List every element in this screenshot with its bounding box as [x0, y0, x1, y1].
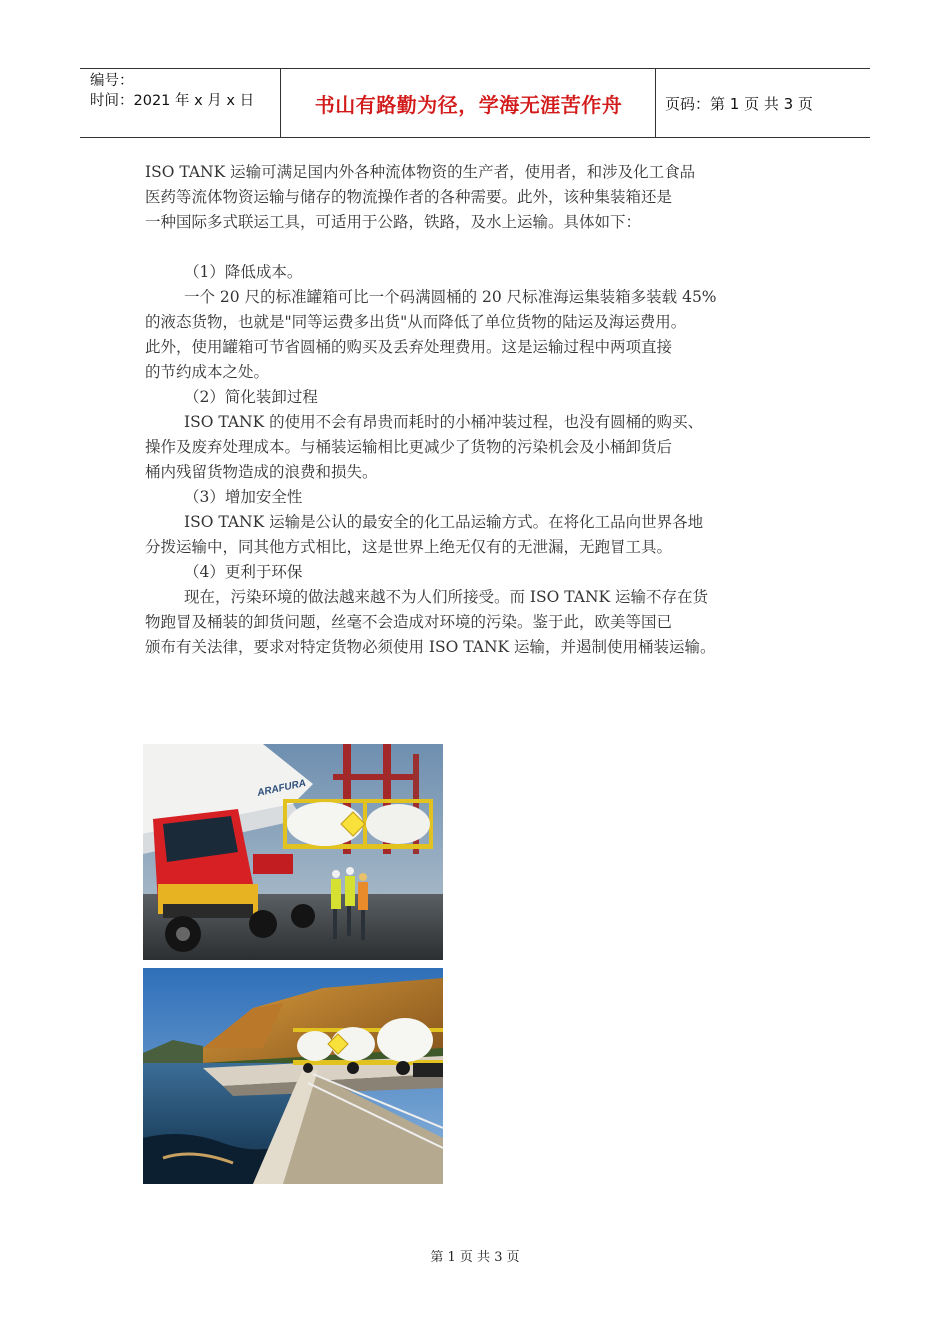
paragraph-line: ISO TANK 运输是公认的最安全的化工品运输方式。在将化工品向世界各地 [184, 513, 704, 531]
intro-line: ISO TANK 运输可满足国内外各种流体物资的生产者，使用者，和涉及化工食品 [145, 163, 696, 181]
paragraph-line: 分拨运输中，同其他方式相比，这是世界上绝无仅有的无泄漏，无跑冒工具。 [145, 538, 673, 556]
paragraph-line: 此外，使用罐箱可节省圆桶的购买及丢弃处理费用。这是运输过程中两项直接 [145, 338, 673, 356]
coastal-bridge-truck-photo [143, 968, 443, 1184]
paragraph-line: ISO TANK 的使用不会有昂贵而耗时的小桶冲装过程，也没有圆桶的购买、 [184, 413, 704, 431]
document-date-label: 时间：2021 年 x 月 x 日 [90, 93, 255, 109]
paragraph-line: 现在，污染环境的做法越来越不为人们所接受。而 ISO TANK 运输不存在货 [184, 588, 709, 606]
port-truck-photo [143, 744, 443, 960]
header-divider-left [280, 69, 281, 137]
paragraph-line: 桶内残留货物造成的浪费和损失。 [145, 463, 378, 481]
ship-name-text: ARAFURA [256, 777, 307, 799]
header-page-info: 页码：第 1 页 共 3 页 [665, 94, 813, 113]
paragraph-line: 操作及废弃处理成本。与桶装运输相比更减少了货物的污染机会及小桶卸货后 [145, 438, 673, 456]
page-footer: 第 1 页 共 3 页 [430, 1250, 520, 1265]
paragraph-line: 的节约成本之处。 [145, 363, 270, 381]
paragraph-line: 物跑冒及桶装的卸货问题，丝毫不会造成对环境的污染。鉴于此，欧美等国已 [145, 613, 673, 631]
paragraph-line: 颁布有关法律，要求对特定货物必须使用 ISO TANK 运输，并遏制使用桶装运输。 [145, 638, 716, 656]
section-heading: （4）更利于环保 [184, 563, 303, 581]
header-meta [90, 71, 280, 111]
paragraph-line: 的液态货物，也就是"同等运费多出货"从而降低了单位货物的陆运及海运费用。 [145, 313, 687, 331]
paragraph-line: 一个 20 尺的标准罐箱可比一个码满圆桶的 20 尺标准海运集装箱多装载 45% [184, 288, 717, 306]
section-heading: （3）增加安全性 [184, 488, 303, 506]
section-heading: （2）简化装卸过程 [184, 388, 318, 406]
intro-line: 一种国际多式联运工具，可适用于公路，铁路，及水上运输。具体如下： [145, 213, 642, 231]
page-header [80, 68, 870, 138]
document-body [145, 160, 825, 660]
document-number-label: 编号： [90, 73, 134, 89]
header-motto: 书山有路勤为径，学海无涯苦作舟 [314, 92, 623, 117]
header-divider-right [655, 69, 656, 137]
section-heading: （1）降低成本。 [184, 263, 303, 281]
intro-line: 医药等流体物资运输与储存的物流操作者的各种需要。此外，该种集装箱还是 [145, 188, 673, 206]
